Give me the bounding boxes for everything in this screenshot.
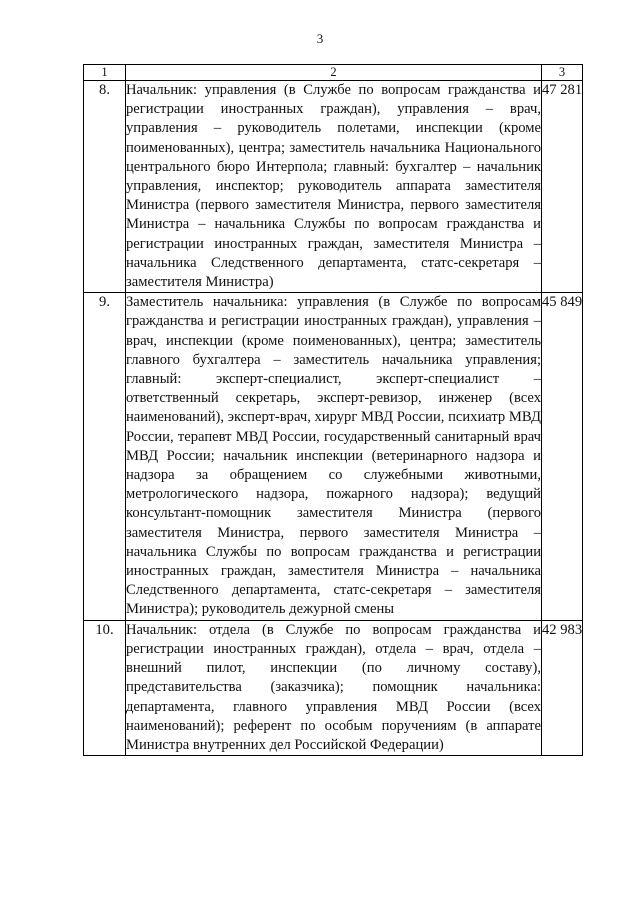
row-number: 10. [84, 620, 126, 755]
position-description: Начальник: управления (в Службе по вопросам гражданства и регистрации иностранных граждан), управления – врач, управления – руководитель полетами, инспекции (кроме поименованных), центра; заместитель начальника Национального центрального бюро Интерпола; главный: бухгалтер – начальник управления, инспектор; руководитель аппарата заместителя Министра (первого заместителя Министра, первого заместителя Министра – начальника Службы по вопросам гражданства и регистрации иностранных граждан, заместителя Министра – начальника Следственного департамента, статс-секретаря – заместителя Министра) [126, 81, 542, 293]
column-header-1: 1 [84, 65, 126, 81]
column-header-3: 3 [542, 65, 583, 81]
table-header-row [84, 65, 583, 81]
row-number: 8. [84, 81, 126, 293]
salary-amount: 42 983 [542, 620, 583, 755]
position-description: Заместитель начальника: управления (в Службе по вопросам гражданства и регистрации иностранных граждан), управления – врач, инспекции (кроме поименованных), центра; заместитель главного бухгалтера – заместитель начальника управления; главный: эксперт-специалист, эксперт-специалист – ответственный секретарь, эксперт-ревизор, инженер (всех наименований), эксперт-врач, хирург МВД России, психиатр МВД России, терапевт МВД России, государственный санитарный врач МВД России; начальник инспекции (ветеринарного надзора и надзора за обращением со служебными животными, метрологического надзора, пожарного надзора); ведущий консультант-помощник заместителя Министра (первого заместителя Министра, первого заместителя Министра – начальника Службы по вопросам гражданства и регистрации иностранных граждан, заместителя Министра – начальника Следственного департамента, статс-секретаря – заместителя Министра); руководитель дежурной смены [126, 293, 542, 620]
salary-amount: 47 281 [542, 81, 583, 293]
position-description: Начальник: отдела (в Службе по вопросам гражданства и регистрации иностранных граждан), отдела – врач, отдела – внешний пилот, инспекции (по личному составу), представительства (заказчика); помощник начальника: департамента, главного управления МВД России (всех наименований); референт по особым поручениям (в аппарате Министра внутренних дел Российской Федерации) [126, 620, 542, 755]
table-row [84, 620, 583, 755]
salary-table [83, 64, 583, 756]
row-number: 9. [84, 293, 126, 620]
table-row [84, 293, 583, 620]
column-header-2: 2 [126, 65, 542, 81]
page-number: 3 [316, 31, 324, 46]
salary-amount: 45 849 [542, 293, 583, 620]
table-row [84, 81, 583, 293]
